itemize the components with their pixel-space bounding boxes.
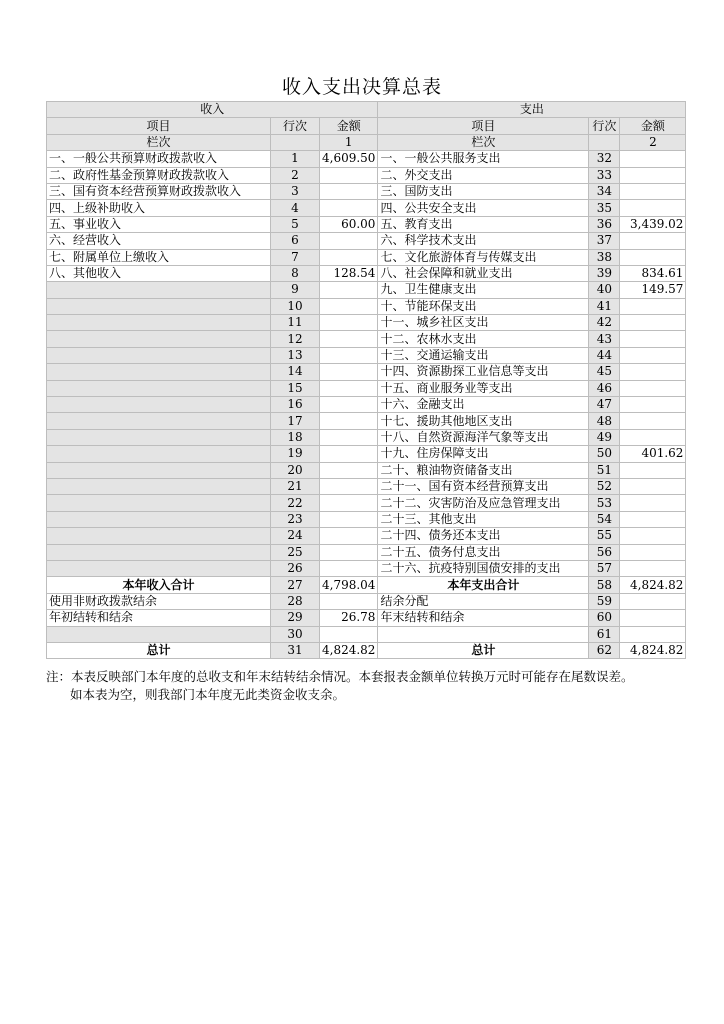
income-amount-cell (320, 380, 378, 396)
income-amount-cell (320, 462, 378, 478)
expense-rowno-cell: 45 (589, 364, 620, 380)
income-item-cell (47, 298, 271, 314)
income-amount-cell (320, 233, 378, 249)
income-item-cell (47, 315, 271, 331)
expense-item-cell: 十、节能环保支出 (378, 298, 589, 314)
table-row (47, 380, 686, 396)
expense-rowno-cell: 37 (589, 233, 620, 249)
expense-amount-cell: 4,824.82 (620, 577, 686, 593)
expense-item-cell: 八、社会保障和就业支出 (378, 265, 589, 281)
income-column-label: 栏次 (47, 134, 271, 150)
expense-item-cell: 二十一、国有资本经营预算支出 (378, 478, 589, 494)
expense-item-cell: 二十三、其他支出 (378, 511, 589, 527)
income-item-cell: 四、上级补助收入 (47, 200, 271, 216)
income-rowno-cell: 12 (271, 331, 320, 347)
table-row (47, 249, 686, 265)
income-item-cell: 五、事业收入 (47, 216, 271, 232)
expense-item-cell: 一、一般公共服务支出 (378, 151, 589, 167)
income-item-cell (47, 282, 271, 298)
income-item-cell (47, 560, 271, 576)
income-item-cell (47, 626, 271, 642)
income-rowno-cell: 18 (271, 429, 320, 445)
income-rowno-cell: 3 (271, 183, 320, 199)
income-item-cell: 七、附属单位上缴收入 (47, 249, 271, 265)
income-rowno-cell: 10 (271, 298, 320, 314)
income-amount-cell (320, 429, 378, 445)
expense-rowno-cell: 53 (589, 495, 620, 511)
income-rowno-cell: 21 (271, 478, 320, 494)
expense-amount-cell (620, 380, 686, 396)
expense-amount-cell (620, 413, 686, 429)
expense-rowno-cell: 41 (589, 298, 620, 314)
income-amount-cell (320, 282, 378, 298)
table-row (47, 200, 686, 216)
footnote-line-2: 如本表为空，则我部门本年度无此类资金收支余。 (70, 687, 346, 702)
table-row (47, 347, 686, 363)
income-item-cell (47, 478, 271, 494)
expense-amount-cell (620, 347, 686, 363)
table-row (47, 265, 686, 281)
expense-item-cell: 十三、交通运输支出 (378, 347, 589, 363)
table-row (47, 315, 686, 331)
income-header: 收入 (47, 102, 378, 118)
expense-item-cell: 六、科学技术支出 (378, 233, 589, 249)
income-amount-cell: 4,609.50 (320, 151, 378, 167)
income-item-cell: 总计 (47, 642, 271, 658)
expense-rowno-cell: 39 (589, 265, 620, 281)
expense-item-cell: 十一、城乡社区支出 (378, 315, 589, 331)
header-row-column-index (47, 134, 686, 150)
income-item-header: 项目 (47, 118, 271, 134)
expense-item-cell: 年末结转和结余 (378, 610, 589, 626)
income-column-number: 1 (320, 134, 378, 150)
expense-item-cell: 二十五、债务付息支出 (378, 544, 589, 560)
income-item-cell: 年初结转和结余 (47, 610, 271, 626)
income-item-cell (47, 429, 271, 445)
expense-item-cell: 本年支出合计 (378, 577, 589, 593)
income-amount-cell: 128.54 (320, 265, 378, 281)
expense-rowno-cell: 38 (589, 249, 620, 265)
income-rowno-cell: 19 (271, 446, 320, 462)
income-rowno-cell: 22 (271, 495, 320, 511)
expense-amount-cell (620, 560, 686, 576)
expense-item-cell: 三、国防支出 (378, 183, 589, 199)
income-rowno-cell: 6 (271, 233, 320, 249)
income-item-cell: 八、其他收入 (47, 265, 271, 281)
income-rowno-cell: 1 (271, 151, 320, 167)
table-row (47, 478, 686, 494)
expense-item-cell: 四、公共安全支出 (378, 200, 589, 216)
expense-amount-cell (620, 528, 686, 544)
table-row (47, 331, 686, 347)
expense-amount-cell: 401.62 (620, 446, 686, 462)
expense-amount-cell (620, 183, 686, 199)
income-item-cell (47, 511, 271, 527)
expense-rowno-cell: 52 (589, 478, 620, 494)
report-title: 收入支出决算总表 (281, 76, 442, 98)
expense-rowno-cell: 47 (589, 397, 620, 413)
table-row (47, 560, 686, 576)
header-row-columns (47, 118, 686, 134)
income-rowno-cell: 23 (271, 511, 320, 527)
table-row (47, 233, 686, 249)
income-rowno-cell: 7 (271, 249, 320, 265)
expense-rowno-cell: 51 (589, 462, 620, 478)
header-row-sections (47, 102, 686, 118)
income-amount-cell (320, 183, 378, 199)
income-expense-table (46, 101, 686, 659)
expense-rowno-cell: 61 (589, 626, 620, 642)
income-rowno-cell: 27 (271, 577, 320, 593)
expense-column-label: 栏次 (378, 134, 589, 150)
income-amount-cell: 4,798.04 (320, 577, 378, 593)
expense-rowno-cell: 54 (589, 511, 620, 527)
expense-amount-cell (620, 315, 686, 331)
expense-item-cell: 十二、农林水支出 (378, 331, 589, 347)
income-rowno-cell: 30 (271, 626, 320, 642)
expense-item-cell: 二十、粮油物资储备支出 (378, 462, 589, 478)
income-item-cell (47, 446, 271, 462)
table-row (47, 413, 686, 429)
income-amount-cell (320, 249, 378, 265)
table-row (47, 610, 686, 626)
expense-amount-cell (620, 626, 686, 642)
expense-amount-cell: 834.61 (620, 265, 686, 281)
expense-rowno-cell: 58 (589, 577, 620, 593)
expense-rowno-cell: 46 (589, 380, 620, 396)
income-amount-cell (320, 560, 378, 576)
income-amount-cell (320, 167, 378, 183)
income-item-cell (47, 413, 271, 429)
income-amount-cell (320, 495, 378, 511)
table-row (47, 282, 686, 298)
income-rowno-cell: 14 (271, 364, 320, 380)
income-item-cell (47, 364, 271, 380)
expense-item-cell: 五、教育支出 (378, 216, 589, 232)
income-rowno-cell: 29 (271, 610, 320, 626)
expense-item-cell: 二、外交支出 (378, 167, 589, 183)
expense-item-cell: 十九、住房保障支出 (378, 446, 589, 462)
expense-column-blank (589, 134, 620, 150)
expense-amount-cell (620, 233, 686, 249)
income-rowno-cell: 9 (271, 282, 320, 298)
income-amount-cell (320, 413, 378, 429)
expense-amount-cell (620, 298, 686, 314)
income-item-cell (47, 528, 271, 544)
expense-amount-cell (620, 511, 686, 527)
income-amount-cell (320, 331, 378, 347)
income-amount-header: 金额 (320, 118, 378, 134)
total-row (47, 642, 686, 658)
income-item-cell: 二、政府性基金预算财政拨款收入 (47, 167, 271, 183)
expense-amount-cell (620, 610, 686, 626)
income-item-cell (47, 495, 271, 511)
income-amount-cell (320, 364, 378, 380)
income-amount-cell (320, 626, 378, 642)
expense-amount-cell (620, 331, 686, 347)
expense-amount-cell: 149.57 (620, 282, 686, 298)
income-rowno-header: 行次 (271, 118, 320, 134)
expense-item-cell: 总计 (378, 642, 589, 658)
income-rowno-cell: 4 (271, 200, 320, 216)
expense-item-cell: 结余分配 (378, 593, 589, 609)
table-row (47, 429, 686, 445)
income-item-cell: 本年收入合计 (47, 577, 271, 593)
expense-rowno-header: 行次 (589, 118, 620, 134)
expense-rowno-cell: 35 (589, 200, 620, 216)
expense-rowno-cell: 48 (589, 413, 620, 429)
table-row (47, 151, 686, 167)
expense-rowno-cell: 50 (589, 446, 620, 462)
income-rowno-cell: 8 (271, 265, 320, 281)
subtotal-row (47, 577, 686, 593)
table-row (47, 364, 686, 380)
income-amount-cell (320, 446, 378, 462)
expense-amount-cell (620, 495, 686, 511)
income-item-cell: 一、一般公共预算财政拨款收入 (47, 151, 271, 167)
expense-item-cell (378, 626, 589, 642)
expense-rowno-cell: 56 (589, 544, 620, 560)
footnote-line-1: 注：本表反映部门本年度的总收支和年末结转结余情况。本套报表金额单位转换万元时可能存在尾数误差。 (46, 669, 634, 684)
income-item-cell: 使用非财政拨款结余 (47, 593, 271, 609)
expense-rowno-cell: 59 (589, 593, 620, 609)
income-item-cell (47, 544, 271, 560)
expense-amount-cell (620, 429, 686, 445)
table-row (47, 298, 686, 314)
income-rowno-cell: 2 (271, 167, 320, 183)
expense-rowno-cell: 34 (589, 183, 620, 199)
table-row (47, 544, 686, 560)
table-row (47, 183, 686, 199)
table-row (47, 397, 686, 413)
expense-amount-cell (620, 462, 686, 478)
expense-amount-cell (620, 200, 686, 216)
expense-item-cell: 二十六、抗疫特别国债安排的支出 (378, 560, 589, 576)
expense-item-cell: 九、卫生健康支出 (378, 282, 589, 298)
expense-rowno-cell: 40 (589, 282, 620, 298)
footnote (46, 668, 696, 704)
income-amount-cell (320, 347, 378, 363)
expense-amount-cell (620, 544, 686, 560)
expense-item-cell: 十八、自然资源海洋气象等支出 (378, 429, 589, 445)
income-amount-cell (320, 315, 378, 331)
expense-rowno-cell: 42 (589, 315, 620, 331)
income-rowno-cell: 31 (271, 642, 320, 658)
table-row (47, 216, 686, 232)
income-rowno-cell: 20 (271, 462, 320, 478)
income-rowno-cell: 25 (271, 544, 320, 560)
income-rowno-cell: 13 (271, 347, 320, 363)
income-item-cell (47, 397, 271, 413)
table-row (47, 462, 686, 478)
income-rowno-cell: 11 (271, 315, 320, 331)
expense-amount-cell (620, 167, 686, 183)
income-amount-cell: 60.00 (320, 216, 378, 232)
income-column-blank (271, 134, 320, 150)
income-item-cell: 六、经营收入 (47, 233, 271, 249)
expense-rowno-cell: 55 (589, 528, 620, 544)
expense-rowno-cell: 33 (589, 167, 620, 183)
expense-rowno-cell: 43 (589, 331, 620, 347)
income-amount-cell (320, 478, 378, 494)
income-amount-cell (320, 528, 378, 544)
expense-amount-header: 金额 (620, 118, 686, 134)
income-rowno-cell: 26 (271, 560, 320, 576)
expense-amount-cell (620, 593, 686, 609)
income-item-cell (47, 380, 271, 396)
expense-amount-cell (620, 364, 686, 380)
expense-item-header: 项目 (378, 118, 589, 134)
expense-amount-cell: 3,439.02 (620, 216, 686, 232)
expense-item-cell: 十六、金融支出 (378, 397, 589, 413)
expense-item-cell: 十五、商业服务业等支出 (378, 380, 589, 396)
expense-amount-cell (620, 151, 686, 167)
income-amount-cell (320, 397, 378, 413)
expense-rowno-cell: 49 (589, 429, 620, 445)
income-amount-cell (320, 511, 378, 527)
income-amount-cell: 4,824.82 (320, 642, 378, 658)
income-rowno-cell: 24 (271, 528, 320, 544)
income-amount-cell: 26.78 (320, 610, 378, 626)
table-row (47, 495, 686, 511)
income-item-cell (47, 347, 271, 363)
table-row (47, 626, 686, 642)
table-row (47, 511, 686, 527)
expense-item-cell: 七、文化旅游体育与传媒支出 (378, 249, 589, 265)
income-rowno-cell: 5 (271, 216, 320, 232)
income-amount-cell (320, 200, 378, 216)
expense-item-cell: 二十四、债务还本支出 (378, 528, 589, 544)
expense-rowno-cell: 62 (589, 642, 620, 658)
table-row (47, 446, 686, 462)
income-rowno-cell: 16 (271, 397, 320, 413)
income-amount-cell (320, 593, 378, 609)
income-amount-cell (320, 298, 378, 314)
expense-rowno-cell: 57 (589, 560, 620, 576)
income-item-cell: 三、国有资本经营预算财政拨款收入 (47, 183, 271, 199)
expense-column-number: 2 (620, 134, 686, 150)
expense-header: 支出 (378, 102, 686, 118)
income-rowno-cell: 28 (271, 593, 320, 609)
income-rowno-cell: 17 (271, 413, 320, 429)
expense-item-cell: 十七、援助其他地区支出 (378, 413, 589, 429)
table-row (47, 167, 686, 183)
expense-amount-cell (620, 249, 686, 265)
expense-amount-cell: 4,824.82 (620, 642, 686, 658)
income-item-cell (47, 462, 271, 478)
table-row (47, 593, 686, 609)
expense-item-cell: 十四、资源勘探工业信息等支出 (378, 364, 589, 380)
expense-rowno-cell: 36 (589, 216, 620, 232)
income-amount-cell (320, 544, 378, 560)
income-rowno-cell: 15 (271, 380, 320, 396)
income-item-cell (47, 331, 271, 347)
expense-rowno-cell: 44 (589, 347, 620, 363)
expense-rowno-cell: 60 (589, 610, 620, 626)
table-row (47, 528, 686, 544)
expense-amount-cell (620, 478, 686, 494)
expense-item-cell: 二十二、灾害防治及应急管理支出 (378, 495, 589, 511)
expense-rowno-cell: 32 (589, 151, 620, 167)
expense-amount-cell (620, 397, 686, 413)
